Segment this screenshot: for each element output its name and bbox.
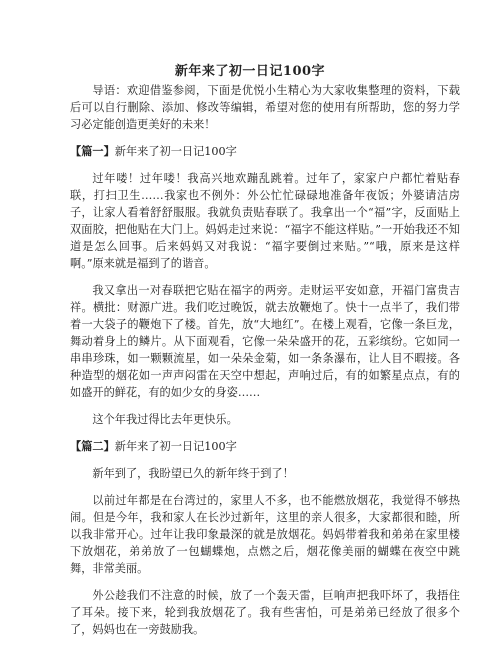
section-1-paragraph: 过年喽！过年喽！我高兴地欢蹦乱跳着。过年了，家家户户都忙着贴春联，打扫卫生……我家也不例外：外公忙忙碌碌地准备年夜饭；外婆请洁房子，让家人看着舒舒服服。我就负责贴春联了。我拿出一个“福”字，反面贴上双面胶，把他贴在大门上。妈妈走过来说：“福字不能这样贴。”一开始我还不知道是怎么回事。后来妈妈又对我说：“福字要倒过来贴。”“哦，原来是这样啊。”原来就是福到了的谐音。 xyxy=(70,172,460,270)
section-1-paragraph: 我又拿出一对春联把它贴在福字的两旁。走财运平安如意，开福门富贵吉祥。横批：财源广进。我们吃过晚饭，就去放鞭炮了。快十一点半了，我们带着一大袋子的鞭炮下了楼。首先，放“大地红”。在楼上观看，它像一条巨龙，舞动着身上的鳞片。从下面观看，它像一朵朵盛开的花，五彩缤纷。它如同一串串珍珠，如一颗颗流星，如一朵朵金菊，如一条条瀑布，让人目不暇接。各种造型的烟花如一声声闷雷在天空中想起，声响过后，有的如繁星点点，有的如盛开的鲜花，有的如少女的身姿…… xyxy=(70,284,460,399)
section-2-heading xyxy=(70,438,460,455)
section-2-title: 新年来了初一日记100字 xyxy=(114,440,237,453)
section-2-paragraph: 新年到了，我盼望已久的新年终于到了！ xyxy=(92,467,294,480)
section-1-title: 新年来了初一日记100字 xyxy=(114,145,237,158)
section-2-paragraph: 以前过年都是在台湾过的，家里人不多，也不能燃放烟花，我觉得不够热闹。但是今年，我和家人在长沙过新年，这里的亲人很多，大家都很和睦，所以我非常开心。过年让我印象最深的就是放烟花。妈妈带着我和弟弟在家里楼下放烟花，弟弟放了一包蝴蝶炮，点燃之后，烟花像美丽的蝴蝶在夜空中跳舞，非常美丽。 xyxy=(70,494,460,575)
intro-paragraph: 导语：欢迎借鉴参阅，下面是优悦小生精心为大家收集整理的资料，下载后可以自行删除、添加、修改等编辑，希望对您的使用有所帮助，您的努力学习必定能创造更美好的未来！ xyxy=(70,84,460,131)
section-1-bracket: 【篇一】 xyxy=(70,144,115,158)
section-2-bracket: 【篇二】 xyxy=(70,439,115,453)
section-1-paragraph: 这个年我过得比去年更快乐。 xyxy=(92,413,238,426)
section-1-heading xyxy=(70,143,460,160)
document-title: 新年来了初一日记100字 xyxy=(174,64,326,79)
document-body xyxy=(70,82,460,648)
section-2-paragraph: 外公趁我们不注意的时候，放了一个轰天雷，巨响声把我吓坏了，我捂住了耳朵。接下来，轮到我放烟花了。我有些害怕，可是弟弟已经放了很多个了，妈妈也在一旁鼓励我。 xyxy=(70,589,460,636)
